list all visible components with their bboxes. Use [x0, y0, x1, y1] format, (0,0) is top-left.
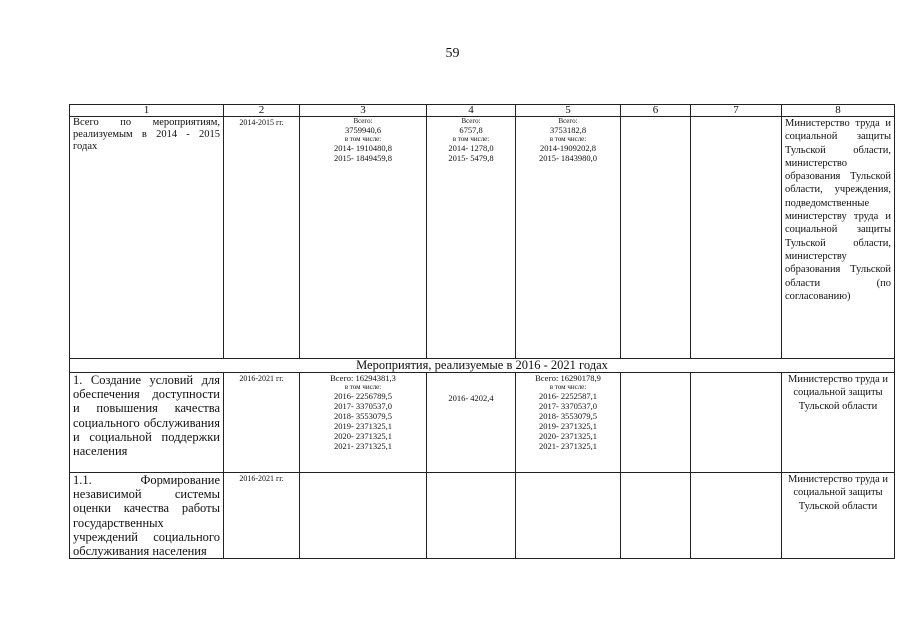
table-row [70, 473, 895, 559]
year-value: 2020- 2371325,1 [538, 431, 598, 441]
year-value: 2018- 3553079,5 [333, 411, 393, 421]
program-table [69, 104, 895, 559]
year-value: 2021- 2371325,1 [538, 441, 598, 451]
year-value: 2019- 2371325,1 [538, 421, 598, 431]
period: 2016-2021 гг. [224, 373, 300, 473]
funding-regional [516, 117, 621, 359]
sub-label: в том числе: [549, 383, 587, 391]
table-row [70, 117, 895, 359]
sub-label: в том числе: [452, 135, 490, 143]
year-value: 2014-1909202,8 [540, 143, 596, 153]
total-label: Всего: [558, 117, 578, 125]
header-row [70, 105, 895, 117]
year-value: 2017- 3370537,0 [333, 401, 393, 411]
page-number: 59 [445, 46, 460, 61]
funding-local [621, 373, 691, 473]
activity-name: 1. Создание условий для обеспечения доступности и повышения качества социального обслуживания и социальной поддержки населения [70, 373, 224, 473]
table-row [70, 373, 895, 473]
year-value: 2016- 2256789,5 [333, 391, 393, 401]
header-cell-8: 8 [782, 105, 895, 117]
funding-total [300, 117, 427, 359]
funding-regional [516, 373, 621, 473]
year-value: 2016- 4202,4 [448, 393, 494, 403]
year-value: 2016- 2252587,1 [538, 391, 598, 401]
period: 2016-2021 гг. [224, 473, 300, 559]
activity-name: 1.1. Формирование независимой системы оценки качества работы государственных учреждений социального обслуживания населения [70, 473, 224, 559]
year-value: 2020- 2371325,1 [333, 431, 393, 441]
total-sum: Всего: 16294381,3 [330, 373, 396, 383]
total-sum: 6757,8 [459, 125, 483, 135]
period: 2014-2015 гг. [224, 117, 300, 359]
funding-total [300, 373, 427, 473]
year-value: 2019- 2371325,1 [333, 421, 393, 431]
sub-label: в том числе: [344, 383, 382, 391]
funding-other [691, 473, 782, 559]
executor: Министерство труда и социальной защиты Тульской области [782, 473, 895, 559]
total-label: Всего: [353, 117, 373, 125]
funding-federal [427, 117, 516, 359]
funding-other [691, 373, 782, 473]
header-cell-1: 1 [70, 105, 224, 117]
sub-label: в том числе: [549, 135, 587, 143]
funding-regional [516, 473, 621, 559]
section-title: Мероприятия, реализуемые в 2016 - 2021 годах [70, 359, 895, 373]
year-value: 2017- 3370537,0 [538, 401, 598, 411]
total-sum: 3759940,6 [344, 125, 382, 135]
year-value: 2015- 1849459,8 [333, 153, 393, 163]
executor: Министерство труда и социальной защиты Тульской области, министерство образования Тульской области, учреждения, подведомственные министерству труда и социальной защиты Тульской области, министерству образования Тульской области (по согласованию) [782, 117, 895, 359]
executor: Министерство труда и социальной защиты Тульской области [782, 373, 895, 473]
year-value: 2018- 3553079,5 [538, 411, 598, 421]
sub-label: в том числе: [344, 135, 382, 143]
section-row [70, 359, 895, 373]
total-sum: Всего: 16290178,9 [535, 373, 601, 383]
funding-federal [427, 373, 516, 473]
header-cell-2: 2 [224, 105, 300, 117]
header-cell-7: 7 [691, 105, 782, 117]
header-cell-4: 4 [427, 105, 516, 117]
total-sum: 3753182,8 [549, 125, 587, 135]
year-value: 2015- 1843980,0 [538, 153, 598, 163]
total-label: Всего: [461, 117, 481, 125]
year-value: 2021- 2371325,1 [333, 441, 393, 451]
header-cell-5: 5 [516, 105, 621, 117]
header-cell-6: 6 [621, 105, 691, 117]
year-value: 2015- 5479,8 [448, 153, 494, 163]
funding-other [691, 117, 782, 359]
funding-federal [427, 473, 516, 559]
funding-local [621, 117, 691, 359]
funding-local [621, 473, 691, 559]
header-cell-3: 3 [300, 105, 427, 117]
funding-total [300, 473, 427, 559]
activity-name: Всего по мероприятиям, реализуемым в 2014 - 2015 годах [70, 117, 224, 359]
year-value: 2014- 1910480,8 [333, 143, 393, 153]
year-value: 2014- 1278,0 [448, 143, 494, 153]
